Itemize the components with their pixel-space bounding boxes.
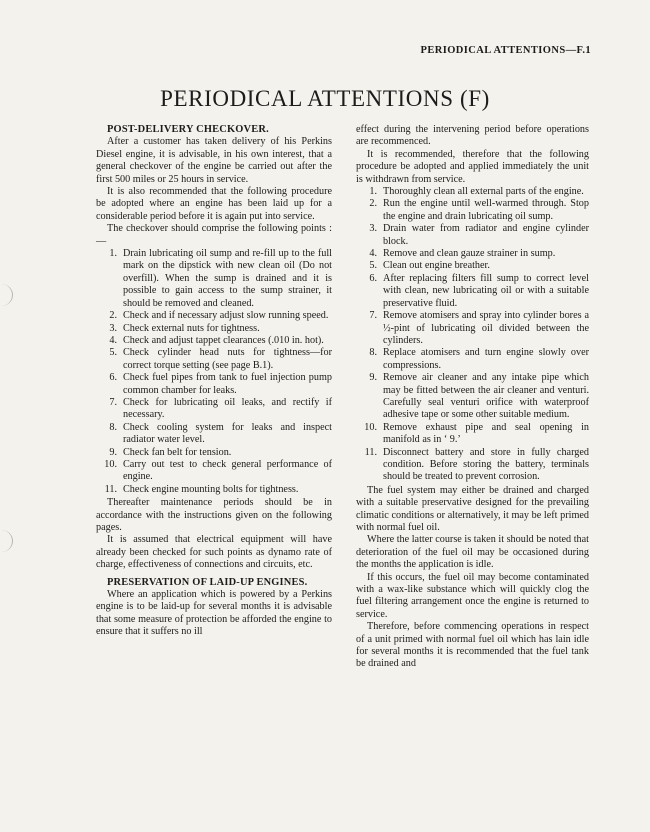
list-item-text: Replace atomisers and turn engine slowly over compressions. [383,347,589,371]
list-item-number: 9. [369,372,377,384]
list-item-number: 8. [109,421,117,433]
list-item [96,347,332,372]
list-item-number: 10. [104,458,117,470]
list-item-number: 11. [104,483,117,495]
list-item [356,372,589,422]
list-item [356,347,589,372]
list-item-number: 10. [364,421,377,433]
section-heading-post-delivery: POST-DELIVERY CHECKOVER. [107,124,269,135]
checkover-list [96,248,332,496]
paragraph: It is recommended, therefore that the following procedure be adopted and applied immediately the unit is withdrawn from service. [356,148,589,185]
list-item-number: 4. [369,248,377,260]
list-item [356,248,589,260]
punch-hole-mark [0,530,13,552]
page-title: PERIODICAL ATTENTIONS (F) [160,86,490,111]
list-item [96,422,332,447]
list-item-number: 9. [109,446,117,458]
list-item-number: 1. [369,186,377,198]
list-item-text: Remove and clean gauze strainer in sump. [383,248,556,260]
paragraph: The fuel system may either be drained and charged with a suitable preservative designed for the prevailing climatic conditions or alternatively, it may be left primed with normal fuel oil. [356,484,589,533]
paragraph: effect during the intervening period before operations are recommenced. [356,124,589,148]
list-item-number: 3. [369,223,377,235]
list-item [96,310,332,322]
list-item-text: Remove atomisers and spray into cylinder bores a ½-pint of lubricating oil divided between the cylinders. [383,310,589,346]
list-item [356,447,589,484]
list-item-number: 2. [109,310,117,322]
list-item-text: Drain lubricating oil sump and re-fill up to the full mark on the dipstick with new clean oil (Do not overfill). When the sump is drained and it is possible to gain access to the sump strainer, it should be removed and cleaned. [123,248,332,309]
running-header: PERIODICAL ATTENTIONS—F.1 [420,45,591,56]
list-item-number: 7. [369,310,377,322]
list-item-text: Thoroughly clean all external parts of the engine. [383,186,584,198]
list-item [356,273,589,310]
list-item-text: Check cooling system for leaks and inspect radiator water level. [123,421,332,446]
list-item-text: Check cylinder head nuts for tightness—for correct torque setting (see page B.1). [123,347,332,371]
list-item-text: Check engine mounting bolts for tightness. [123,483,299,495]
list-item [96,397,332,422]
list-item-text: Carry out test to check general performance of engine. [123,458,332,483]
preservation-list [356,186,589,484]
list-item [96,447,332,459]
paragraph: Where the latter course is taken it should be noted that deterioration of the fuel oil may be occasioned during the months the application is idle. [356,534,589,571]
list-item-text: Disconnect battery and store in fully charged condition. Before storing the battery, terminals should be treated to prevent corrosion. [383,446,589,483]
list-item [356,422,589,447]
list-item-text: Check and adjust tappet clearances (.010 in. hot). [123,334,324,346]
list-item-number: 6. [109,372,117,384]
list-item [96,484,332,496]
right-column [356,124,589,671]
list-item-text: Clean out engine breather. [383,260,490,272]
paragraph: Therefore, before commencing operations in respect of a unit primed with normal fuel oil which has lain idle for several months it is recommended that the fuel tank be drained and [356,621,589,670]
list-item-number: 2. [369,198,377,210]
paragraph: Thereafter maintenance periods should be in accordance with the instructions given on the following pages. [96,497,332,533]
list-item-text: After replacing filters fill sump to correct level with clean, new lubricating oil or with a suitable preservative fluid. [383,272,589,309]
list-item-text: Drain water from radiator and engine cylinder block. [383,223,589,247]
list-item-text: Check for lubricating oil leaks, and rectify if necessary. [123,396,332,421]
list-item [356,198,589,223]
list-item-text: Check and if necessary adjust slow running speed. [123,310,329,322]
list-item-number: 6. [369,272,377,284]
list-item [356,260,589,272]
list-item-number: 7. [109,396,117,408]
list-item-number: 1. [109,248,117,260]
list-item-number: 5. [109,347,117,359]
list-item [356,310,589,347]
paragraph: It is also recommended that the following procedure be adopted where an engine has been laid up for a considerable period before it is again put into service. [96,186,332,222]
left-column [96,124,332,639]
paragraph: After a customer has taken delivery of his Perkins Diesel engine, it is advisable, in his own interest, that a general checkover of the engine be carried out after the first 500 miles or 25 hours in service. [96,136,332,185]
punch-hole-mark [0,284,13,306]
section-heading-preservation: PRESERVATION OF LAID-UP ENGINES. [107,576,308,588]
list-item-text: Remove exhaust pipe and seal opening in manifold as in ‘ 9.’ [383,421,589,446]
list-item-number: 8. [369,347,377,359]
list-item-text: Check external nuts for tightness. [123,322,260,334]
paragraph: Where an application which is powered by a Perkins engine is to be laid-up for several months it is advisable that some measure of protection be afforded the engine to ensure that it suffers no ill [96,589,332,638]
list-item-text: Check fuel pipes from tank to fuel injection pump common chamber for leaks. [123,372,332,396]
list-item-number: 11. [364,446,377,458]
list-item [96,372,332,397]
list-item [96,248,332,310]
paragraph: The checkover should comprise the following points :— [96,223,332,247]
list-item-text: Check fan belt for tension. [123,446,232,458]
paragraph: If this occurs, the fuel oil may become contaminated with a wax-like substance which will quickly clog the fuel filtering arrangement once the engine is returned to service. [356,571,589,620]
list-item [96,459,332,484]
list-item [96,323,332,335]
list-item-text: Run the engine until well-warmed through. Stop the engine and drain lubricating oil sump. [383,198,589,222]
list-item [356,186,589,198]
list-item [96,335,332,347]
list-item-number: 4. [109,334,117,346]
paragraph: It is assumed that electrical equipment will have already been checked for such points as dynamo rate of charge, effectiveness of connections and circuits, etc. [96,534,332,571]
list-item-text: Remove air cleaner and any intake pipe which may be fitted between the air cleaner and venturi. Carefully seal venturi orifice with waterproof adhesive tape or some other suitable medium. [383,372,589,421]
list-item [356,223,589,248]
list-item-number: 3. [109,322,117,334]
list-item-number: 5. [369,260,377,272]
